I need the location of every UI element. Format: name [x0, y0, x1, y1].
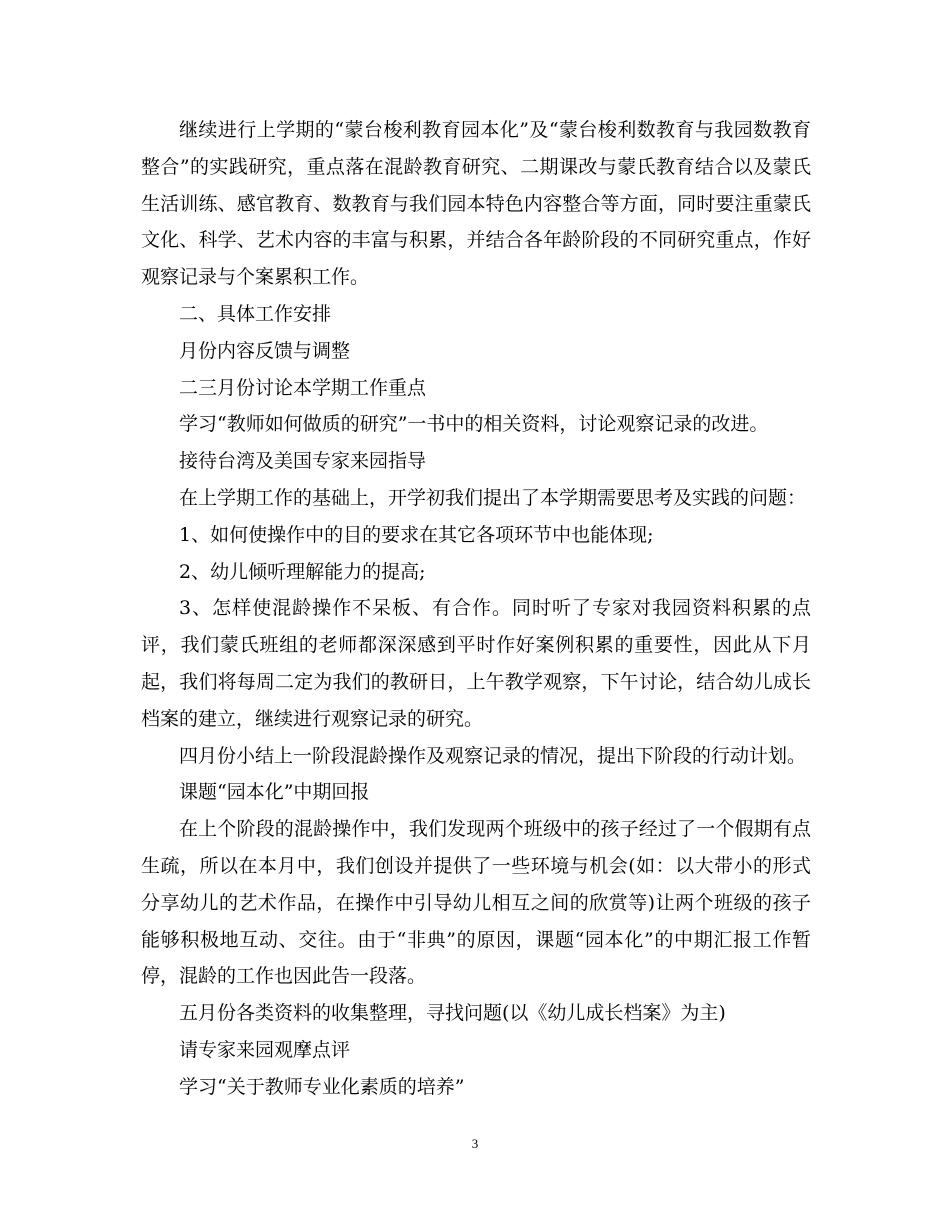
list-item: 2、幼儿倾听理解能力的提高;: [179, 560, 426, 583]
paragraph: 学习“教师如何做质的研究”一书中的相关资料，讨论观察记录的改进。: [179, 413, 769, 436]
paragraph: 二三月份讨论本学期工作重点: [179, 376, 427, 399]
paragraph: 在上个阶段的混龄操作中，我们发现两个班级中的孩子经过了一个假期有点生疏，所以在本月中，我们创设并提供了一些环境与机会(如：以大带小的形式分享幼儿的艺术作品，在操作中引导幼儿相互之间的欣赏等)让两个班级的孩子能够积极地互动、交往。由于“非典”的原因，课题“园本化”的中期汇报工作暂停，混龄的工作也因此告一段落。: [141, 818, 811, 988]
page-number: 3: [471, 1136, 479, 1151]
paragraph: 接待台湾及美国专家来园指导: [179, 450, 427, 473]
list-item: 1、如何使操作中的目的要求在其它各项环节中也能体现;: [179, 523, 654, 546]
section-heading: 二、具体工作安排: [179, 302, 332, 325]
list-item: 3、怎样使混龄操作不呆板、有合作。同时听了专家对我园资料积累的点评，我们蒙氏班组的老师都深深感到平时作好案例积累的重要性，因此从下月起，我们将每周二定为我们的教研日，上午教学观察，下午讨论，结合幼儿成长档案的建立，继续进行观察记录的研究。: [141, 597, 811, 730]
paragraph: 五月份各类资料的收集整理，寻找问题(以《幼儿成长档案》为主): [179, 1002, 726, 1025]
page-body: [141, 112, 811, 1106]
paragraph: 请专家来园观摩点评: [179, 1038, 351, 1061]
paragraph: 月份内容反馈与调整: [179, 339, 351, 362]
paragraph: 课题“园本化”中期回报: [179, 781, 370, 804]
paragraph-intro: 继续进行上学期的“蒙台梭利教育园本化”及“蒙台梭利数教育与我园数教育整合”的实践研究，重点落在混龄教育研究、二期课改与蒙氏教育结合以及蒙氏生活训练、感官教育、数教育与我们园本特色内容整合等方面，同时要注重蒙氏文化、科学、艺术内容的丰富与积累，并结合各年龄阶段的不同研究重点，作好观察记录与个案累积工作。: [141, 119, 811, 289]
paragraph: 学习“关于教师专业化素质的培养”: [179, 1075, 465, 1098]
paragraph: 在上学期工作的基础上，开学初我们提出了本学期需要思考及实践的问题：: [179, 486, 807, 509]
paragraph: 四月份小结上一阶段混龄操作及观察记录的情况，提出下阶段的行动计划。: [179, 744, 807, 767]
